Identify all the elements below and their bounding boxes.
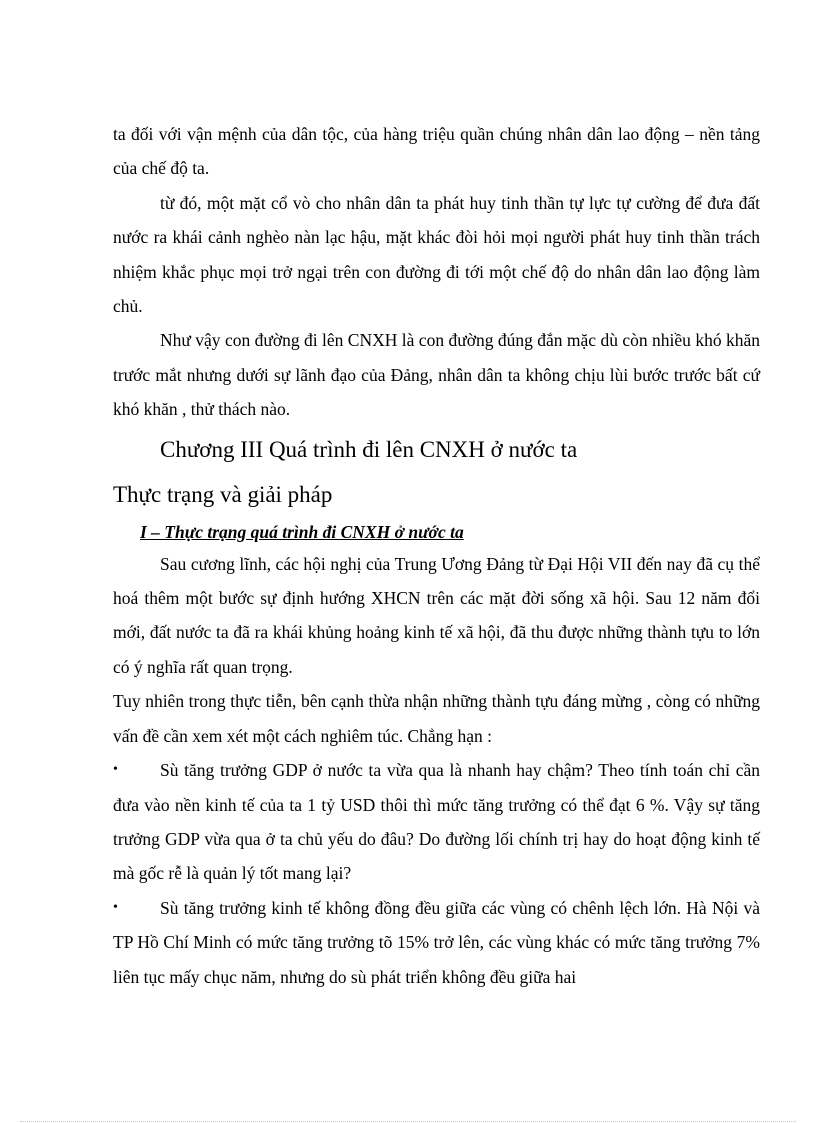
bullet-icon: • (113, 762, 118, 778)
bullet-item (113, 891, 760, 994)
chapter-title: Chương III Quá trình đi lên CNXH ở nước ta (160, 436, 578, 462)
bullet-icon: • (113, 899, 118, 915)
chapter-subtitle: Thực trạng và giải pháp (113, 481, 333, 507)
page-content (113, 117, 760, 994)
paragraph-issues-intro: Tuy nhiên trong thực tiễn, bên cạnh thừa nhận những thành tựu đáng mừng , còng có những vấn đề cần xem xét một cách nghiêm túc. Chẳng hạn : (113, 691, 760, 746)
bullet-text-gdp: Sù tăng trưởng GDP ở nước ta vừa qua là nhanh hay chậm? Theo tính toán chỉ cần đưa vào nền kinh tế của ta 1 tỷ USD thôi thì mức tăng trưởng có thể đạt 6 %. Vậy sự tăng trưởng GDP vừa qua ở ta chủ yếu do đâu? Do đường lối chính trị hay do hoạt động kinh tế mà gốc rễ là quản lý tốt mang lại? (113, 760, 760, 884)
paragraph-achievements: Sau cương lĩnh, các hội nghị của Trung Ương Đảng từ Đại Hội VII đến nay đã cụ thể hoá thêm một bước sự định hướng XHCN trên các mặt đời sống xã hội. Sau 12 năm đổi mới, đất nước ta đã ra khái khủng hoảng kinh tế xã hội, đã thu được những thành tựu to lớn có ý nghĩa rất quan trọng. (113, 553, 760, 677)
paragraph-conclusion: Như vậy con đường đi lên CNXH là con đường đúng đắn mặc dù còn nhiều khó khăn trước mắt nhưng dưới sự lãnh đạo của Đảng, nhân dân ta không chịu lùi bước trước bất cứ khó khăn , thử thách nào. (113, 330, 760, 420)
section-heading: I – Thực trạng quá trình đi CNXH ở nước ta (140, 521, 464, 542)
bullet-item (113, 753, 760, 891)
paragraph-continuation: ta đối với vận mệnh của dân tộc, của hàng triệu quần chúng nhân dân lao động – nền tảng của chế độ ta. (113, 124, 760, 179)
paragraph-self-reliance: từ đó, một mặt cổ vò cho nhân dân ta phát huy tinh thần tự lực tự cường để đưa đất nước ra khái cảnh nghèo nàn lạc hậu, mặt khác đòi hỏi mọi người phát huy tinh thần trách nhiệm khắc phục mọi trở ngại trên con đường đi tới một chế độ do nhân dân lao động làm chủ. (113, 192, 760, 317)
bullet-text-regional: Sù tăng trưởng kinh tế không đồng đều giữa các vùng có chênh lệch lớn. Hà Nội và TP Hồ Chí Minh có mức tăng trưởng tõ 15% trở lên, các vùng khác có mức tăng trưởng 7% liên tục mấy chục năm, nhưng do sù phát triển không đều giữa hai (113, 897, 760, 987)
page-bottom-rule (20, 1121, 796, 1122)
